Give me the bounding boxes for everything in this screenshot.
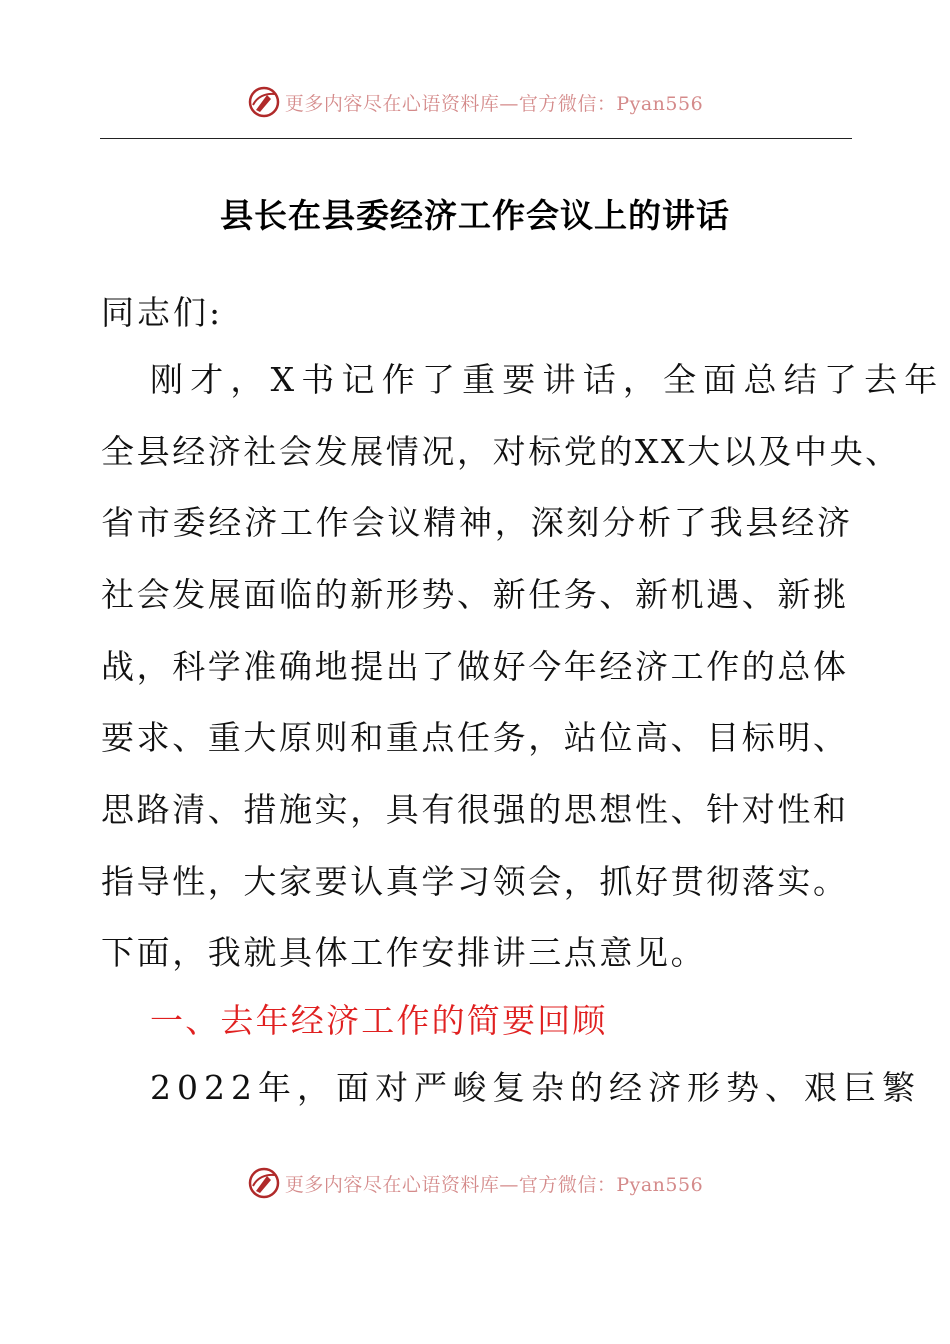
text-line: 下面，我就具体工作安排讲三点意见。 xyxy=(101,933,707,972)
paragraph-line xyxy=(0,790,950,830)
text-line: 同志们: xyxy=(101,293,224,332)
paragraph-line xyxy=(0,933,950,973)
document-title: 县长在县委经济工作会议上的讲话 xyxy=(220,196,730,235)
watermark-banner-bottom xyxy=(0,1163,950,1203)
watermark-text: 更多内容尽在心语资料库—官方微信：Pyan556 xyxy=(284,92,704,115)
paragraph-line xyxy=(0,1068,950,1108)
text-line: 刚才，X书记作了重要讲话，全面总结了去年 xyxy=(150,360,945,399)
paragraph-line xyxy=(0,432,950,472)
text-line: 社会发展面临的新形势、新任务、新机遇、新挑 xyxy=(101,575,849,614)
paragraph-line xyxy=(0,360,950,400)
text-line: 思路清、措施实，具有很强的思想性、针对性和 xyxy=(101,790,849,829)
text-line: 省市委经济工作会议精神，深刻分析了我县经济 xyxy=(101,503,853,542)
watermark-banner-top xyxy=(0,82,950,122)
paragraph-line xyxy=(0,647,950,687)
section-heading xyxy=(0,1001,950,1041)
text-line: 战，科学准确地提出了做好今年经济工作的总体 xyxy=(101,647,849,686)
section-heading-text: 一、去年经济工作的简要回顾 xyxy=(150,1001,608,1040)
header-rule xyxy=(100,138,852,139)
watermark-text: 更多内容尽在心语资料库—官方微信：Pyan556 xyxy=(284,1173,704,1196)
pen-nib-circle-icon xyxy=(247,85,281,119)
paragraph-line xyxy=(0,503,950,543)
paragraph-line xyxy=(0,575,950,615)
text-line: 全县经济社会发展情况，对标党的XX大以及中央、 xyxy=(101,432,901,471)
salutation-line xyxy=(0,293,950,333)
text-line: 指导性，大家要认真学习领会，抓好贯彻落实。 xyxy=(101,862,849,901)
pen-nib-circle-icon xyxy=(247,1166,281,1200)
paragraph-line xyxy=(0,718,950,758)
text-line: 2022年，面对严峻复杂的经济形势、艰巨繁 xyxy=(150,1068,921,1107)
paragraph-line xyxy=(0,862,950,902)
text-line: 要求、重大原则和重点任务，站位高、目标明、 xyxy=(101,718,849,757)
